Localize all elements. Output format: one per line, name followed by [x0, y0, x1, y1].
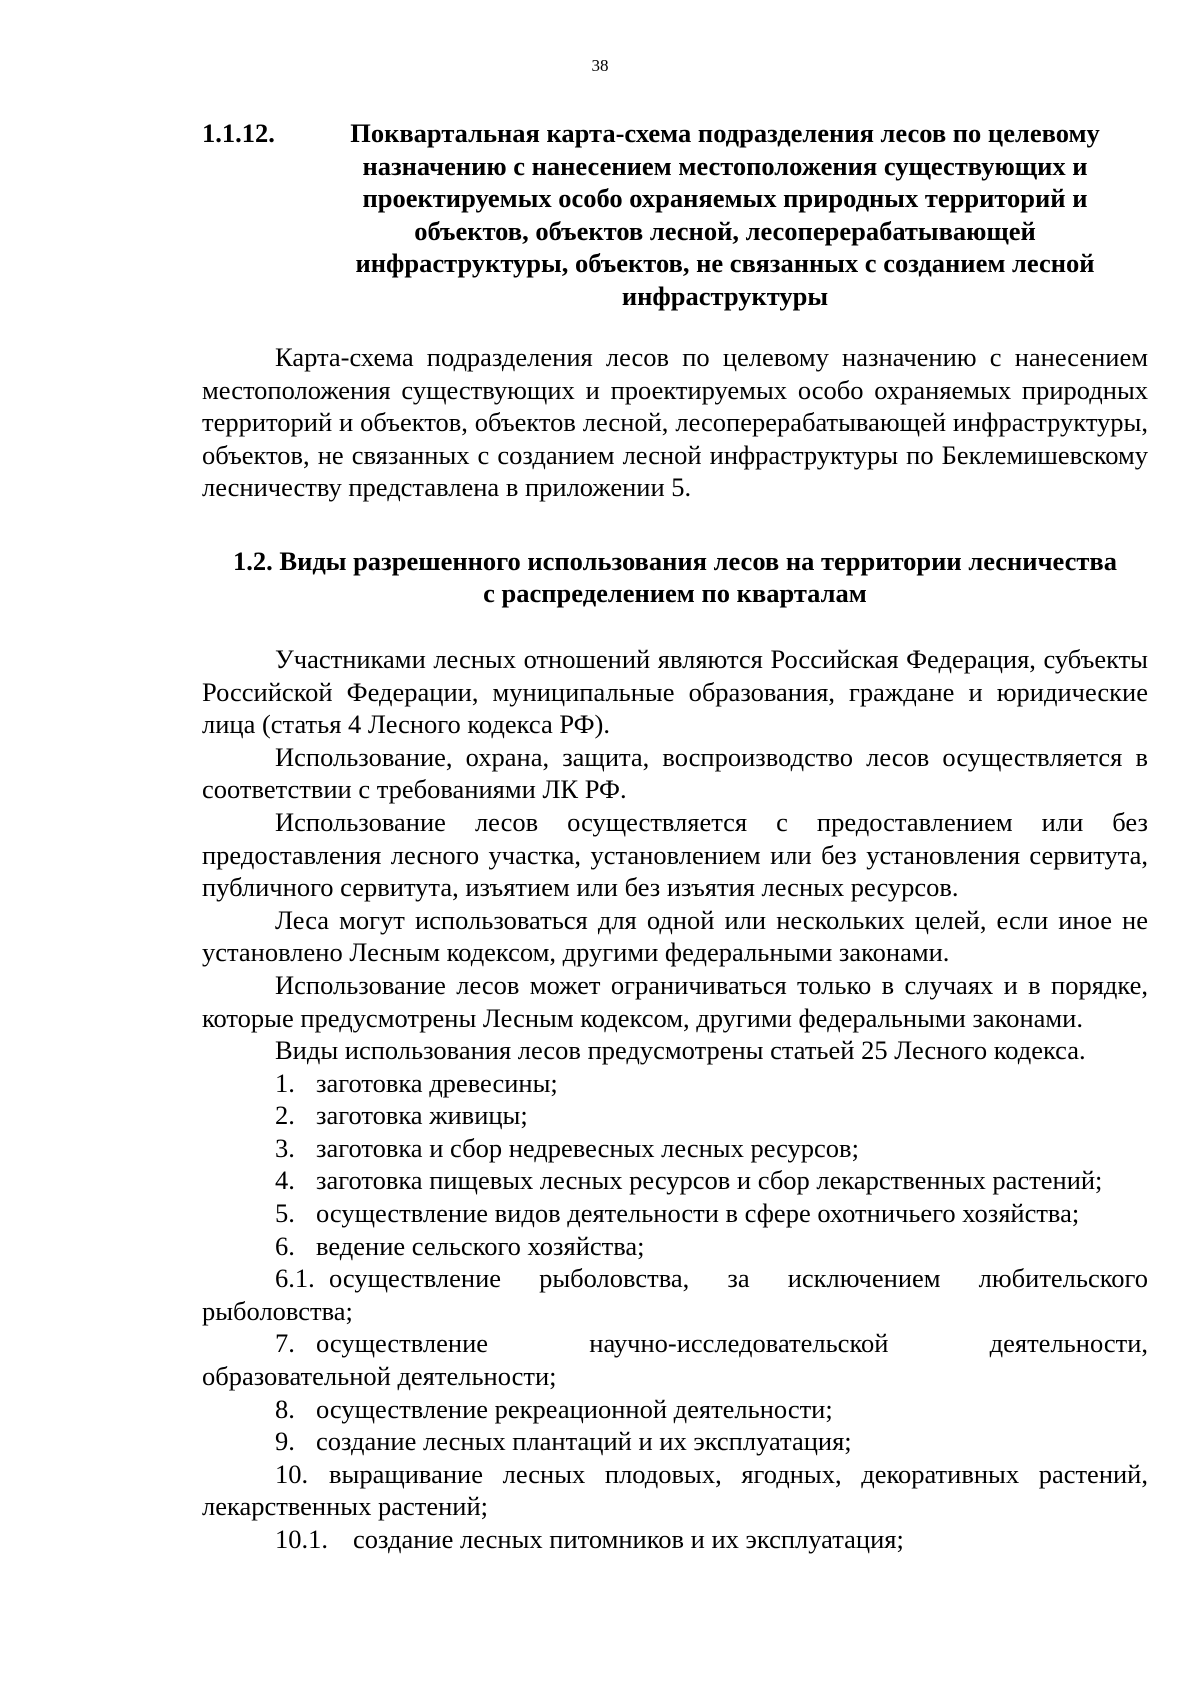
usage-types-list	[202, 1067, 1148, 1556]
page-content	[202, 117, 1148, 1556]
list-item	[202, 1458, 1148, 1523]
paragraph: Участниками лесных отношений являются Российская Федерация, субъекты Российской Федерации, муниципальные образования, граждане и юридические лица (статья 4 Лесного кодекса РФ).	[202, 643, 1148, 740]
paragraph: Использование, охрана, защита, воспроизводство лесов осуществляется в соответствии с требованиями ЛК РФ.	[202, 741, 1148, 805]
list-item-text: заготовка и сбор недревесных лесных ресурсов;	[316, 1132, 859, 1163]
list-item-text: заготовка живицы;	[316, 1100, 528, 1131]
list-item-number: 1.	[275, 1067, 295, 1098]
section-1112-heading	[202, 117, 1148, 312]
paragraph: Леса могут использоваться для одной или нескольких целей, если иное не установлено Лесным кодексом, другими федеральными законами.	[202, 904, 1148, 968]
list-item-number: 9.	[275, 1426, 295, 1457]
list-item-text: создание лесных питомников и их эксплуатация;	[353, 1524, 904, 1554]
list-item	[202, 1099, 1148, 1132]
section-12-title: Виды разрешенного использования лесов на территории лесничества с распределением по кварталам	[279, 545, 1117, 609]
list-item	[202, 1393, 1148, 1426]
page-number: 38	[591, 56, 609, 75]
list-item-text: ведение сельского хозяйства;	[316, 1230, 645, 1261]
list-item-text: выращивание лесных плодовых, ягодных, декоративных растений, лекарственных растений;	[202, 1458, 1148, 1522]
list-item-text: заготовка пищевых лесных ресурсов и сбор лекарственных растений;	[316, 1165, 1103, 1196]
list-item	[202, 1132, 1148, 1165]
list-item-text: осуществление рыболовства, за исключением любительского рыболовства;	[202, 1263, 1148, 1326]
section-1112-title: Поквартальная карта-схема подразделения лесов по целевому назначению с нанесением местоположения существующих и проектируемых особо охраняемых природных территорий и объектов, объектов лесной, лесоперерабатывающей инфраструктуры, объектов, не связанных с созданием лесной инфраструктуры	[350, 118, 1100, 311]
list-item-number: 10.1.	[275, 1524, 328, 1554]
list-item-text: осуществление научно-исследовательской деятельности, образовательной деятельности;	[202, 1328, 1148, 1392]
paragraph: Использование лесов может ограничиваться только в случаях и в порядке, которые предусмотрены Лесным кодексом, другими федеральными законами.	[202, 969, 1148, 1033]
list-item	[202, 1197, 1148, 1230]
list-item-number: 6.1.	[275, 1263, 315, 1294]
paragraph: Виды использования лесов предусмотрены статьей 25 Лесного кодекса.	[275, 1035, 1086, 1066]
paragraph: Использование лесов осуществляется с предоставлением или без предоставления лесного участка, установлением или без установления сервитута, публичного сервитута, изъятием или без изъятия лесных ресурсов.	[202, 806, 1148, 903]
list-item	[202, 1425, 1148, 1458]
list-item-number: 2.	[275, 1100, 295, 1131]
section-12-heading	[202, 545, 1148, 610]
list-item-text: осуществление рекреационной деятельности;	[316, 1393, 833, 1424]
list-item-number: 8.	[275, 1393, 295, 1424]
list-item	[202, 1067, 1148, 1100]
list-item-number: 3.	[275, 1132, 295, 1163]
list-item-number: 6.	[275, 1230, 295, 1261]
list-item-text: заготовка древесины;	[316, 1067, 558, 1098]
list-item-number: 7.	[275, 1328, 295, 1359]
section-1112-number: 1.1.12.	[202, 118, 275, 148]
list-item	[202, 1523, 1148, 1556]
list-item-text: осуществление видов деятельности в сфере охотничьего хозяйства;	[316, 1198, 1080, 1229]
section-12-number: 1.2.	[233, 545, 273, 576]
section-1112-body: Карта-схема подразделения лесов по целевому назначению с нанесением местоположения существующих и проектируемых особо охраняемых природных территорий и объектов, объектов лесной, лесоперерабатывающей инфраструктуры, объектов, не связанных с созданием лесной инфраструктуры по Беклемишевскому лесничеству представлена в приложении 5.	[202, 342, 1148, 503]
list-item-number: 10.	[275, 1458, 309, 1489]
list-item	[202, 1327, 1148, 1392]
list-item	[202, 1230, 1148, 1263]
list-item	[202, 1262, 1148, 1327]
list-item-text: создание лесных плантаций и их эксплуатация;	[316, 1426, 852, 1457]
list-item-number: 4.	[275, 1165, 295, 1196]
list-item-number: 5.	[275, 1198, 295, 1229]
list-item	[202, 1164, 1148, 1197]
